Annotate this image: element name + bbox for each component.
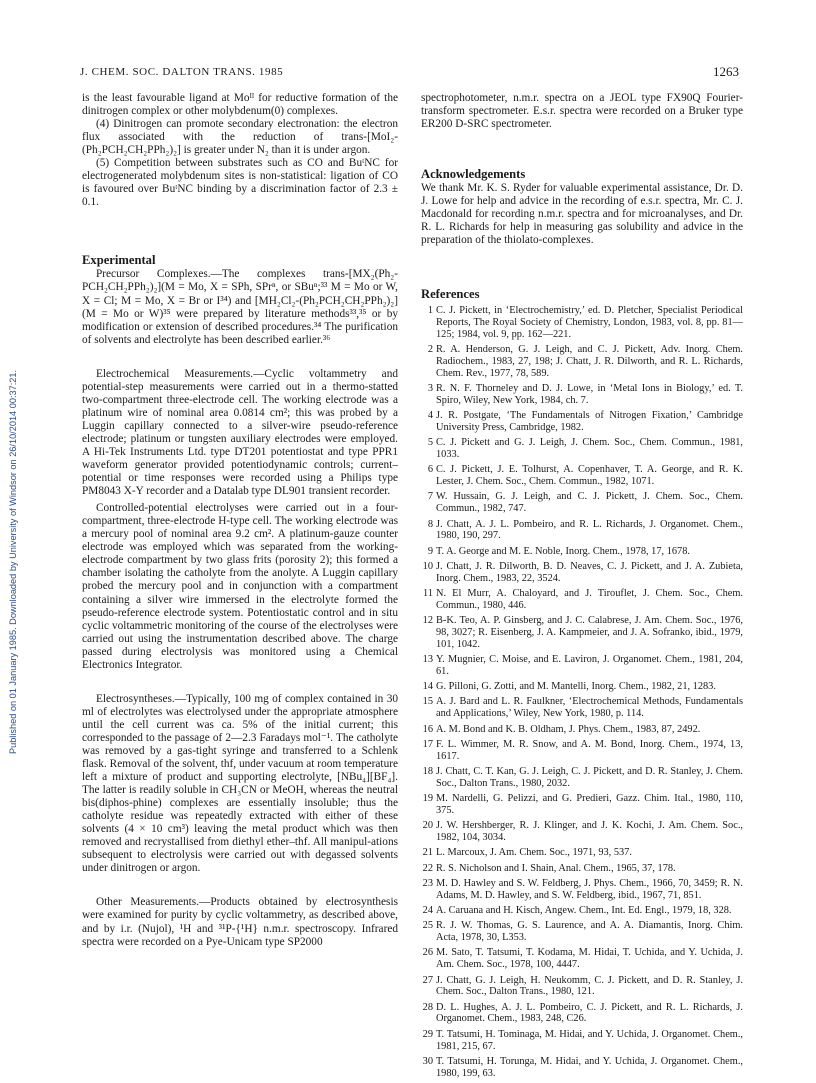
conclusion-point-4: (4) Dinitrogen can promote secondary electronation: the electron flux associated with the reduction of trans-[MoI₂-(Ph₂PCH₂CH₂PPh₂)₂] is greater under N₂ than it is under argon. <box>82 118 398 157</box>
reference-number: 28 <box>422 1001 433 1013</box>
reference-item <box>421 654 743 678</box>
download-watermark <box>6 112 20 1012</box>
reference-number: 2 <box>427 344 433 356</box>
reference-item <box>421 947 743 971</box>
reference-number: 15 <box>422 696 433 708</box>
reference-text: M. Sato, T. Tatsumi, T. Kodama, M. Hidai, T. Uchida, and Y. Uchida, J. Am. Chem. Soc., 1978, 100, 4447. <box>436 947 743 971</box>
reference-number: 26 <box>422 947 433 959</box>
reference-number: 13 <box>422 654 433 665</box>
reference-text: R. S. Nicholson and I. Shain, Anal. Chem., 1965, 37, 178. <box>436 862 676 874</box>
running-header: J. CHEM. SOC. DALTON TRANS. 1985 <box>80 66 284 78</box>
reference-item <box>421 464 743 488</box>
reference-text: R. J. W. Thomas, G. S. Laurence, and A. A. Diamantis, Inorg. Chim. Acta, 1978, 30, L353. <box>436 920 743 944</box>
conclusion-continued: is the least favourable ligand at Moᴵᴵ for reductive formation of the dinitrogen complex or other molybdenum(0) complexes. <box>82 92 398 118</box>
reference-item <box>421 546 743 558</box>
reference-text: B-K. Teo, A. P. Ginsberg, and J. C. Calabrese, J. Am. Chem. Soc., 1976, 98, 3027; R. Eisenberg, J. A. Kampmeier, and J. A. Sofranko, ibid., 1979, 101, 1042. <box>436 615 743 650</box>
reference-text: J. Chatt, J. R. Dilworth, B. D. Neaves, C. J. Pickett, and J. A. Zubieta, Inorg. Chem., 1983, 22, 3524. <box>436 560 743 584</box>
reference-text: C. J. Pickett, in ‘Electrochemistry,’ ed. D. Pletcher, Specialist Periodical Reports, The Royal Society of Chemistry, London, 1983, vol. 8, pp. 81—125; 1984, vol. 9, pp. 162—221. <box>436 305 743 340</box>
reference-item <box>421 878 743 902</box>
reference-number: 19 <box>422 793 433 805</box>
reference-number: 1 <box>427 305 433 317</box>
reference-text: J. Chatt, C. T. Kan, G. J. Leigh, C. J. Pickett, and D. R. Stanley, J. Chem. Soc., Dalton Trans., 1980, 2032. <box>436 765 743 789</box>
reference-number: 20 <box>422 820 433 832</box>
reference-item <box>421 793 743 817</box>
reference-text: J. Chatt, A. J. L. Pombeiro, and R. L. Richards, J. Organomet. Chem., 1980, 190, 297. <box>436 518 743 542</box>
reference-number: 16 <box>422 723 433 735</box>
reference-text: Y. Mugnier, C. Moise, and E. Laviron, J. Organomet. Chem., 1981, 204, 61. <box>436 654 743 677</box>
reference-text: W. Hussain, G. J. Leigh, and C. J. Pickett, J. Chem. Soc., Chem. Commun., 1982, 747. <box>436 491 743 515</box>
reference-number: 18 <box>422 765 433 777</box>
reference-number: 17 <box>422 738 433 750</box>
reference-text: A. J. Bard and L. R. Faulkner, ‘Electrochemical Methods, Fundamentals and Applications,’ Wiley, New York, 1980, p. 114. <box>436 696 743 720</box>
reference-text: T. Tatsumi, H. Torunga, M. Hidai, and Y. Uchida, J. Organomet. Chem., 1980, 199, 63. <box>436 1055 743 1079</box>
reference-item <box>421 1002 743 1026</box>
reference-item <box>421 766 743 790</box>
reference-number: 11 <box>423 588 433 600</box>
electrosyntheses-paragraph: Electrosyntheses.—Typically, 100 mg of complex contained in 30 ml of electrolytes was electrolysed under the appropriate atmosphere until the cell current was ca. 5% of the initial current; this corresponded to the passage of 2—2.3 Faradays mol⁻¹. The catholyte was removed by a gas-tight syringe and transferred to a Schlenk flask. Removal of the solvent, thf, under vacuum at room temperature left a mixture of product and supporting electrolyte, [NBu₄][BF₄]. The latter is readily soluble in CH₃CN or MeOH, whereas the neutral bis(diphos-phine) complexes are essentially insoluble; thus the catholyte residue was repeatedly extracted with either of these solvents (4 × 10 cm³) leaving the metal product which was then removed and recrystallised from diethyl ether–thf. All manipul-ations subsequent to electrolysis were carried out with degassed solvents under dinitrogen or argon. <box>82 692 398 875</box>
reference-text: T. A. George and M. E. Noble, Inorg. Chem., 1978, 17, 1678. <box>436 545 690 557</box>
reference-text: M. Nardelli, G. Pelizzi, and G. Predieri, Gazz. Chim. Ital., 1980, 110, 375. <box>436 793 743 816</box>
reference-number: 6 <box>427 464 433 476</box>
experimental-heading: Experimental <box>82 253 156 268</box>
reference-text: T. Tatsumi, H. Tominaga, M. Hidai, and Y. Uchida, J. Organomet. Chem., 1981, 215, 67. <box>436 1028 743 1052</box>
electrochemical-paragraph: Electrochemical Measurements.—Cyclic voltammetry and potential-step measurements were carried out in a thermo-statted two-compartment three-electrode cell. The working electrode was a platinum wire of nominal area 0.0814 cm²; this was probed by a Luggin capillary connected to a silver-wire pseudo-reference electrode; platinum or tungsten auxiliary electrodes were employed. A Hi-Tek Instruments Ltd. type DT201 potentiostat and type PPR1 waveform generator provided potentiodynamic controls; current–potential or time responses were recorded using a Philips type PM8043 X-Y recorder and a Datalab type DL901 transient recorder. <box>82 367 398 498</box>
reference-number: 3 <box>427 383 433 395</box>
reference-item <box>421 820 743 844</box>
reference-item <box>421 437 743 461</box>
reference-text: J. Chatt, G. J. Leigh, H. Neukomm, C. J. Pickett, and D. R. Stanley, J. Chem. Soc., Dalton Trans., 1980, 121. <box>436 974 743 998</box>
reference-text: M. D. Hawley and S. W. Feldberg, J. Phys. Chem., 1966, 70, 3459; R. N. Adams, M. D. Hawley, and S. W. Feldberg, ibid., 1967, 71, 851. <box>436 877 743 901</box>
reference-number: 7 <box>427 491 433 503</box>
reference-item <box>421 863 743 875</box>
reference-item <box>421 724 743 736</box>
reference-number: 9 <box>427 545 433 557</box>
reference-item <box>421 1029 743 1053</box>
reference-item <box>421 975 743 999</box>
controlled-potential-paragraph: Controlled-potential electrolyses were carried out in a four-compartment, three-electrode H-type cell. The working electrode was a mercury pool of nominal area 9.2 cm². A platinum-gauze counter electrode was employed which was separated from the working-electrode compartment by two glass frits (porosity 2); this formed a chamber isolating the catholyte from the anolyte. A Luggin capillary probed the mercury pool and in conjunction with a compartment containing a silver wire immersed in the electrolyte formed the pseudo-reference electrode system. Potentiostatic control and in situ cyclic voltammetric monitoring of the course of the electrolyses were carried out using the instrumentation described above. The charge passed during electrolysis was monitored using a Chemical Electronics Integrator. <box>82 502 398 671</box>
right-column <box>421 92 743 1083</box>
reference-list <box>421 305 743 1079</box>
reference-text: D. L. Hughes, A. J. L. Pombeiro, C. J. Pickett, and R. L. Richards, J. Organomet. Chem., 1983, 248, C26. <box>436 1001 743 1025</box>
reference-text: A. Caruana and H. Kisch, Angew. Chem., Int. Ed. Engl., 1979, 18, 328. <box>436 905 732 917</box>
acknowledgements-heading: Acknowledgements <box>421 167 526 182</box>
acknowledgements-text: We thank Mr. K. S. Ryder for valuable experimental assistance, Dr. D. J. Lowe for help and advice in the recording of e.s.r. spectra, Mr. C. J. Macdonald for recording n.m.r. spectra and for microanalyses, and Dr. R. L. Richards for help in measuring gas solubility and advice in the preparation of the thiolato-complexes. <box>421 182 743 247</box>
reference-number: 14 <box>422 681 433 693</box>
reference-item <box>421 1056 743 1080</box>
reference-number: 23 <box>422 877 433 889</box>
reference-item <box>421 561 743 585</box>
reference-number: 8 <box>427 518 433 530</box>
references-heading: References <box>421 287 480 302</box>
reference-number: 12 <box>422 615 433 627</box>
download-watermark-text: Published on 01 January 1985. Downloaded by University of Windsor on 26/10/2014 00:37:21. <box>8 369 18 755</box>
reference-item <box>421 519 743 543</box>
reference-number: 24 <box>422 905 433 917</box>
reference-item <box>421 696 743 720</box>
reference-text: L. Marcoux, J. Am. Chem. Soc., 1971, 93, 537. <box>436 847 632 859</box>
reference-item <box>421 739 743 763</box>
reference-item <box>421 681 743 693</box>
reference-number: 27 <box>422 974 433 986</box>
reference-number: 4 <box>427 410 433 422</box>
left-column <box>82 92 398 949</box>
reference-text: J. R. Postgate, ‘The Fundamentals of Nitrogen Fixation,’ Cambridge University Press, Cambridge, 1982. <box>436 410 743 433</box>
reference-text: F. L. Wimmer, M. R. Snow, and A. M. Bond, Inorg. Chem., 1974, 13, 1617. <box>436 738 743 762</box>
other-measurements-paragraph: Other Measurements.—Products obtained by electrosynthesis were examined for purity by cyclic voltammetry, as described above, and by i.r. (Nujol), ¹H and ³¹P-{¹H} n.m.r. spectroscopy. Infrared spectra were recorded on a Pye-Unicam type SP2000 <box>82 896 398 948</box>
reference-text: C. J. Pickett, J. E. Tolhurst, A. Copenhaver, T. A. George, and R. K. Lester, J. Chem. Soc., Chem. Commun., 1982, 1071. <box>436 464 743 488</box>
reference-text: C. J. Pickett and G. J. Leigh, J. Chem. Soc., Chem. Commun., 1981, 1033. <box>436 437 743 460</box>
reference-number: 22 <box>422 862 433 874</box>
reference-item <box>421 905 743 917</box>
reference-item <box>421 491 743 515</box>
reference-number: 21 <box>422 847 433 859</box>
reference-number: 5 <box>427 437 433 449</box>
reference-text: R. N. F. Thorneley and D. J. Lowe, in ‘Metal Ions in Biology,’ ed. T. Spiro, Wiley, New York, 1984, ch. 7. <box>436 383 743 406</box>
reference-item <box>421 920 743 944</box>
reference-number: 29 <box>422 1028 433 1040</box>
reference-text: A. M. Bond and K. B. Oldham, J. Phys. Chem., 1983, 87, 2492. <box>436 723 701 735</box>
reference-item <box>421 588 743 612</box>
reference-number: 10 <box>422 560 433 572</box>
spectra-continued: spectrophotometer, n.m.r. spectra on a JEOL type FX90Q Fourier-transform spectrometer. E.s.r. spectra were recorded on a Bruker type ER200 D-SRC spectrometer. <box>421 92 743 131</box>
reference-text: R. A. Henderson, G. J. Leigh, and C. J. Pickett, Adv. Inorg. Chem. Radiochem., 1983, 27, 198; J. Chatt, J. R. Dilworth, and R. L. Richards, Chem. Rev., 1977, 78, 589. <box>436 344 743 379</box>
page-number: 1263 <box>713 64 739 79</box>
reference-item <box>421 847 743 859</box>
reference-number: 25 <box>422 920 433 932</box>
reference-item <box>421 410 743 434</box>
conclusion-point-5: (5) Competition between substrates such as CO and BuᵗNC for electrogenerated molybdenum sites is non-statistical: ligation of CO is favoured over BuᵗNC binding by a discrimination factor of 2.3 ± 0.1. <box>82 157 398 209</box>
reference-number: 30 <box>422 1055 433 1067</box>
reference-item <box>421 305 743 340</box>
reference-text: G. Pilloni, G. Zotti, and M. Mantelli, Inorg. Chem., 1982, 21, 1283. <box>436 681 716 693</box>
reference-text: J. W. Hershberger, R. J. Klinger, and J. K. Kochi, J. Am. Chem. Soc., 1982, 104, 3034. <box>436 820 743 843</box>
precursor-paragraph: Precursor Complexes.—The complexes trans-[MX₂(Ph₂-PCH₂CH₂PPh₂)₂](M = Mo, X = SPh, SPrⁿ, or SBuⁿ;³³ M = Mo or W, X = Cl; M = Mo, X = Br or I³⁴) and [MH₂Cl₂-(Ph₂PCH₂CH₂PPh₂)₂] (M = Mo or W)³⁵ were prepared by literature methods³³,³⁵ or by modification or extension of described procedures.³⁴ The purification of solvents and electrolyte has been described earlier.³⁶ <box>82 268 398 346</box>
reference-item <box>421 344 743 379</box>
reference-item <box>421 615 743 650</box>
reference-text: N. El Murr, A. Chaloyard, and J. Tirouflet, J. Chem. Soc., Chem. Commun., 1980, 446. <box>436 588 743 611</box>
reference-item <box>421 383 743 407</box>
